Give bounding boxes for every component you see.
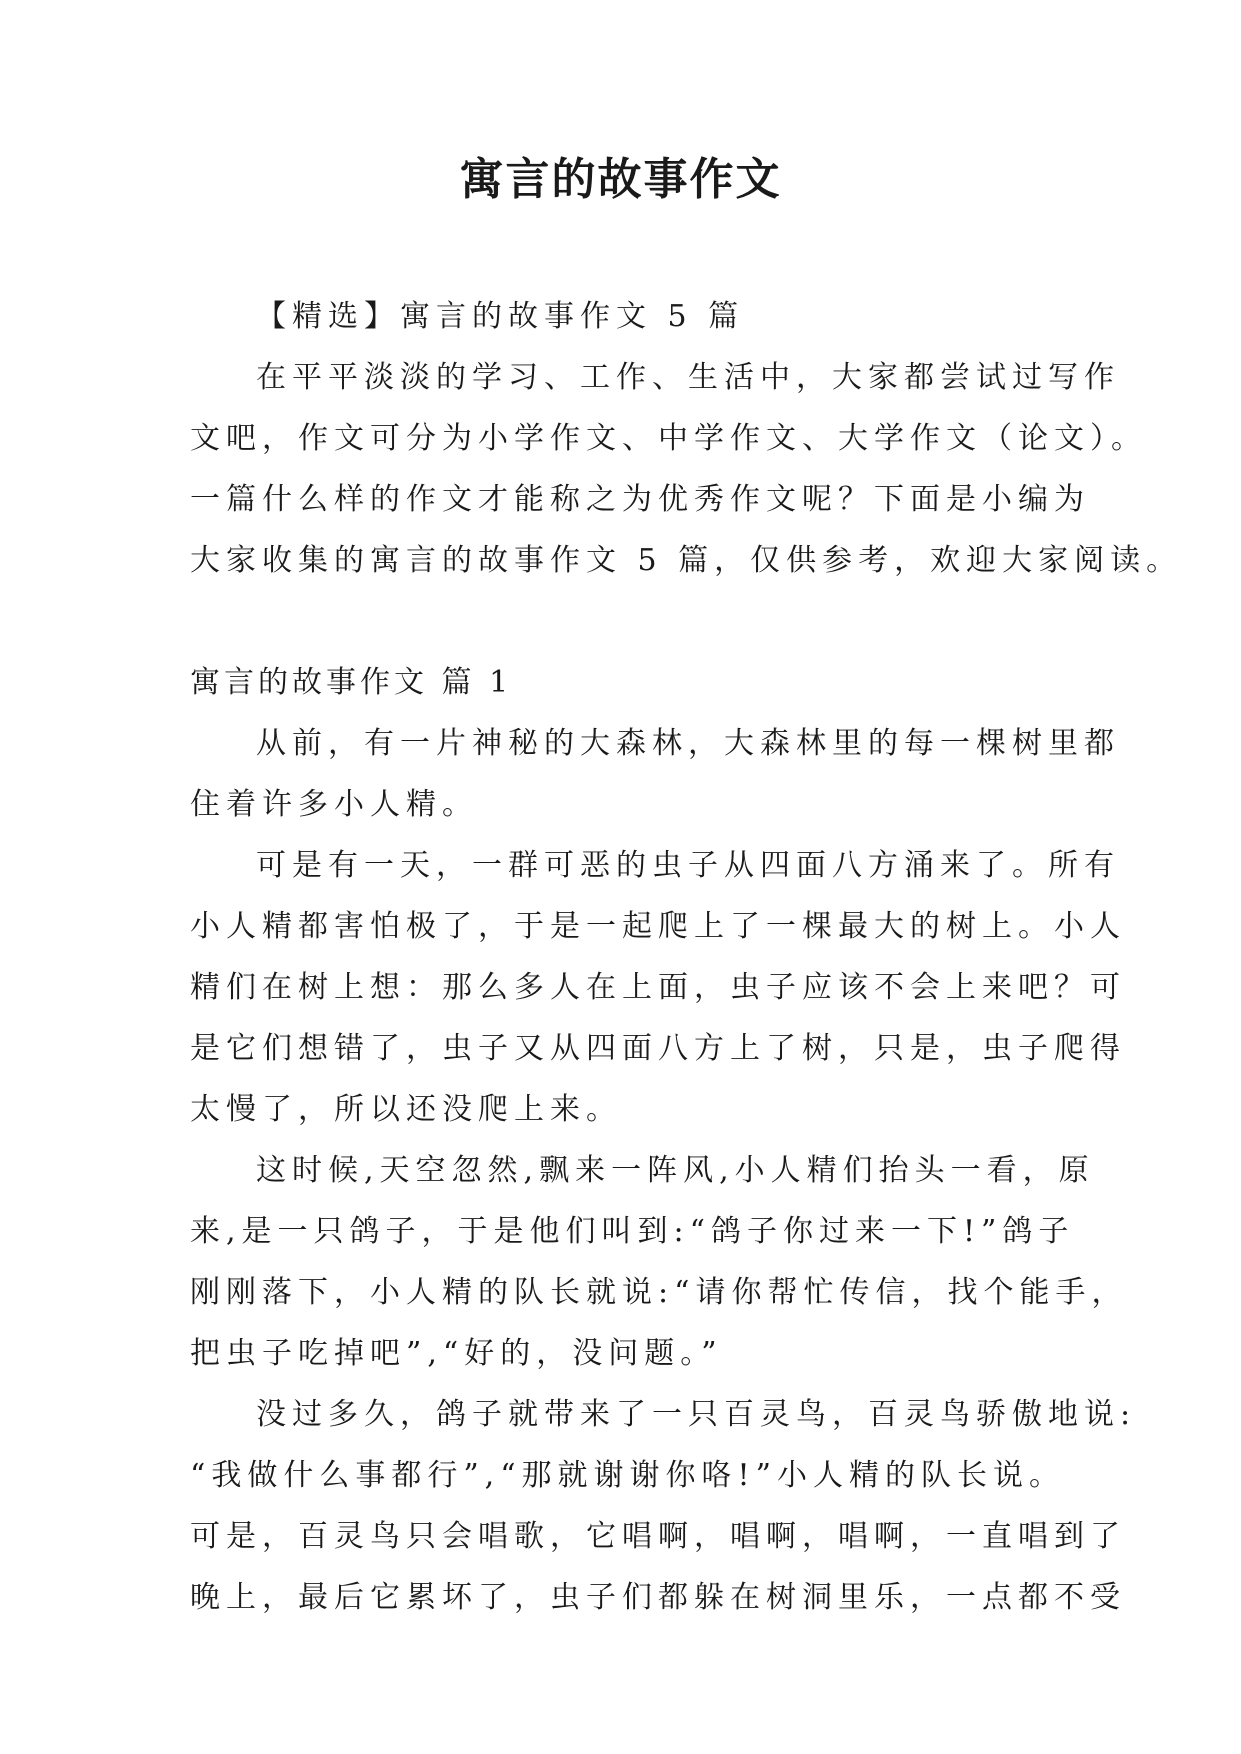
paragraph-line: 没过多久，鸽子就带来了一只百灵鸟，百灵鸟骄傲地说: (256, 1397, 1137, 1432)
paragraph-line: 从前，有一片神秘的大森林，大森林里的每一棵树里都 (256, 726, 1120, 761)
paragraph-line: 可是有一天，一群可恶的虫子从四面八方涌来了。所有 (256, 848, 1120, 883)
story-paragraph (190, 1140, 1128, 1384)
paragraph-line: 小人精都害怕极了，于是一起爬上了一棵最大的树上。小人 (190, 909, 1126, 944)
intro-line: 在平平淡淡的学习、工作、生活中，大家都尝试过写作 (256, 360, 1120, 395)
story-paragraph (190, 1384, 1137, 1628)
paragraph-line: “我做什么事都行”,“那就谢谢你咯!”小人精的队长说。 (190, 1458, 1065, 1493)
story-paragraph (190, 713, 1120, 835)
paragraph-line: 是它们想错了，虫子又从四面八方上了树，只是，虫子爬得 (190, 1031, 1126, 1066)
paragraph-line: 刚刚落下，小人精的队长就说:“请你帮忙传信，找个能手， (190, 1275, 1128, 1310)
paragraph-line: 住着许多小人精。 (190, 787, 478, 822)
paragraph-line: 太慢了，所以还没爬上来。 (190, 1092, 622, 1127)
paragraph-line: 来,是一只鸽子，于是他们叫到:“鸽子你过来一下!”鸽子 (190, 1214, 1075, 1249)
intro-line: 大家收集的寓言的故事作文 5 篇，仅供参考，欢迎大家阅读。 (190, 543, 1183, 578)
section-heading: 寓言的故事作文 篇 1 (190, 665, 513, 700)
intro-line: 文吧，作文可分为小学作文、中学作文、大学作文（论文）。 (190, 421, 1147, 456)
paragraph-spacer (190, 591, 1070, 652)
document-subtitle: 【精选】寓言的故事作文 5 篇 (256, 299, 745, 334)
paragraph-line: 把虫子吃掉吧”,“好的，没问题。” (190, 1336, 723, 1371)
paragraph-line: 这时候,天空忽然,飘来一阵风,小人精们抬头一看，原 (256, 1153, 1095, 1188)
intro-paragraph (190, 347, 1183, 591)
story-paragraph (190, 835, 1126, 1140)
paragraph-line: 精们在树上想：那么多人在上面，虫子应该不会上来吧？可 (190, 970, 1126, 1005)
paragraph-line: 可是，百灵鸟只会唱歌，它唱啊，唱啊，唱啊，一直唱到了 (190, 1519, 1126, 1554)
intro-line: 一篇什么样的作文才能称之为优秀作文呢？下面是小编为 (190, 482, 1090, 517)
document-body (190, 286, 1183, 1628)
document-title: 寓言的故事作文 (459, 154, 782, 205)
paragraph-line: 晚上，最后它累坏了，虫子们都躲在树洞里乐，一点都不受 (190, 1580, 1126, 1615)
